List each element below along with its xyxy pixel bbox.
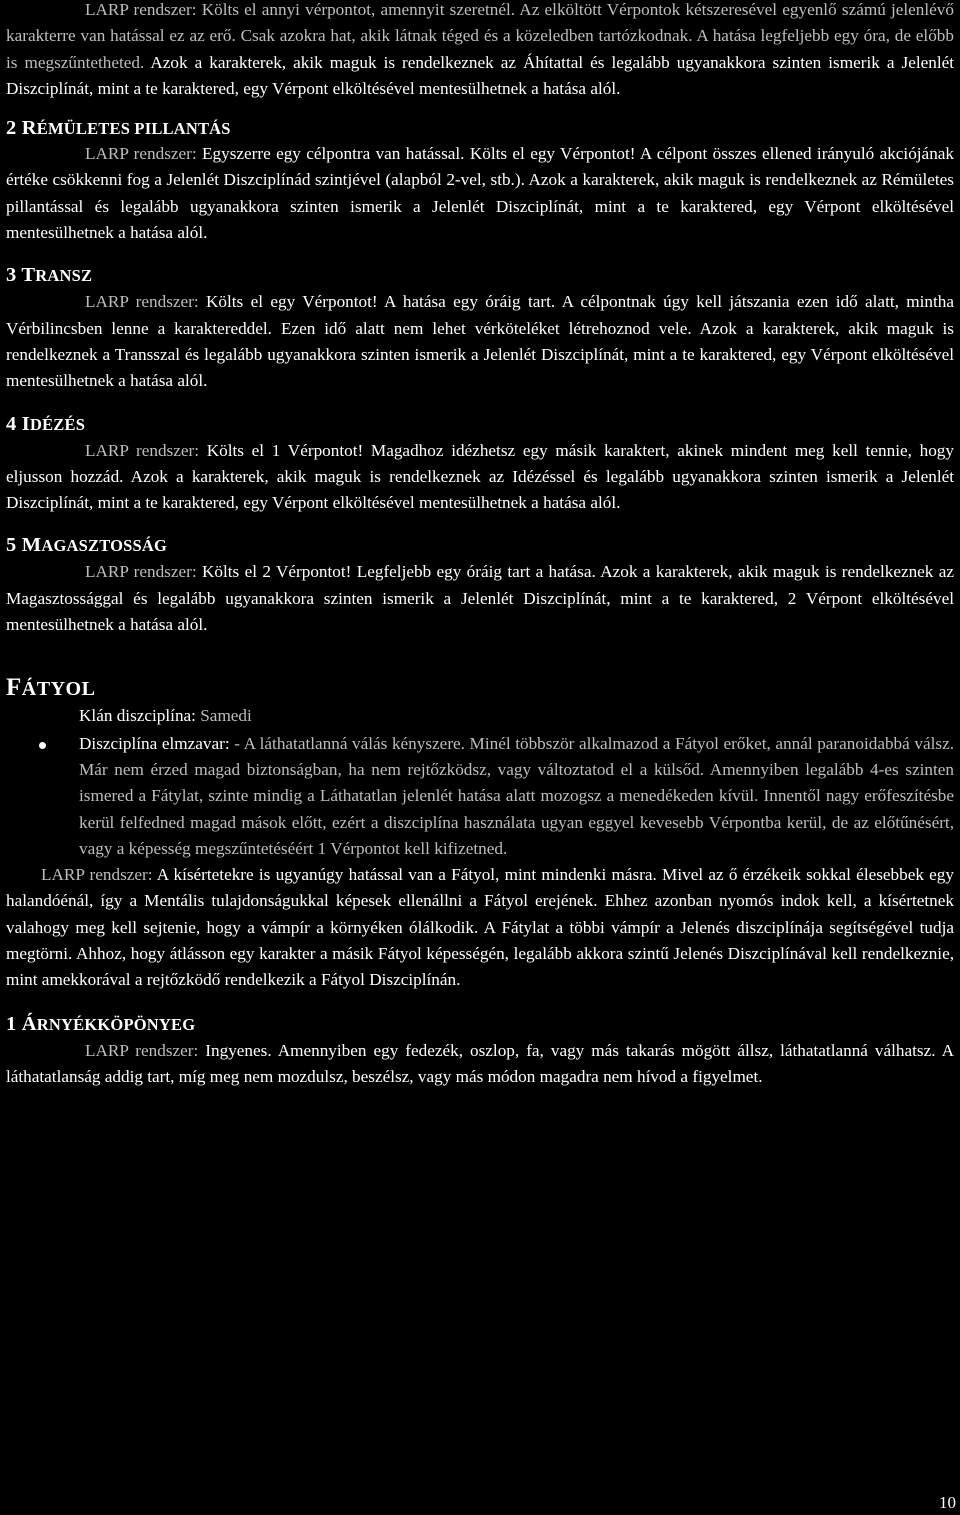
document-page [6, 0, 954, 1090]
intro-grey-text: LARP rendszer: Költs el annyi vérpontot, amennyit szeretnél. Az elköltött Vérpontok kétszeresével egyenlő számú jelenlévő karakterre van hatással ez az erő. Csak azokra hat, akik látnak téged és a közeledben tartózkodnak. A hatása legfeljebb egy óra, de előbb is megszűntetheted. [6, 0, 954, 72]
section-text-a: Költs el 2 Vérpontot! Legfeljebb egy óráig tart a hatása. [196, 562, 596, 582]
section-initial: T [21, 264, 36, 287]
intro-white-text: Azok a karakterek, akik maguk is rendelkeznek az Áhítattal és legalább ugyanakkora szinten ismerik a Jelenlét Diszciplínát, mint a te karaktered, egy Vérpont elköltésével mentesülhetnek a hatása alól. [6, 52, 954, 98]
section-heading-arnyekkoponyeg [6, 1010, 954, 1039]
discipline-initial: F [6, 674, 22, 702]
section-text-b: Azok a karakterek, akik maguk is rendelkeznek az Idézéssel és legalább ugyanakkora szinten ismerik a Jelenlét Diszciplínát, mint a te karaktered, egy Vérpont elköltésével mentesülhetnek a hatása alól. [6, 466, 954, 513]
section-initial: R [21, 117, 37, 140]
section-heading-remuletes [6, 114, 954, 143]
section-number: 2 [6, 117, 22, 140]
section-title-rest: AGASZTOSSÁG [41, 536, 168, 556]
derangement-text [79, 731, 954, 862]
section-initial: I [21, 412, 30, 435]
section-initial: M [21, 534, 42, 557]
derangement-label: Diszciplína elmzavar: [79, 733, 230, 753]
section-text: Ingyenes. Amennyiben egy fedezék, oszlop, fa, vagy más takarás mögött állsz, láthatatlanná válhatsz. A láthatatlanság addig tart, míg meg nem mozdulsz, beszélsz, vagy más módon magadra nem hívod a figyelmet. [6, 1040, 955, 1086]
section-title-rest: RANSZ [35, 266, 93, 286]
section-body-transz [6, 289, 954, 394]
larp-label: LARP rendszer: [85, 292, 199, 312]
section-body-magasztossag [6, 559, 954, 638]
larp-label: LARP rendszer: [85, 440, 199, 460]
section-number: 4 [6, 412, 22, 435]
discipline-title-rest: ÁTYOL [21, 678, 96, 701]
intro-paragraph [6, 0, 954, 102]
section-text-b: Azok a karakterek, akik maguk is rendelkeznek az Rémületes pillantással és legalább ugyanakkora szinten ismerik a Jelenlét Diszciplínát, mint a te karaktered, egy Vérpont elköltésével mentesülhetnek a hatása alól. [6, 170, 954, 243]
clan-discipline-line [79, 703, 954, 729]
larp-label: LARP rendszer: [85, 562, 197, 582]
discipline-derangement-item [6, 731, 954, 862]
section-number: 5 [6, 534, 22, 557]
section-text-a: Költs el 1 Vérpontot! Magadhoz idézhetsz egy másik karaktert, akinek mindent meg kell tennie, hogy eljusson hozzád. [6, 440, 954, 486]
larp-label: LARP rendszer: [85, 1040, 199, 1060]
section-body-arnyekkoponyeg [6, 1038, 954, 1091]
section-number: 1 [6, 1012, 22, 1035]
section-heading-transz [6, 261, 954, 290]
bullet-icon [39, 742, 46, 749]
section-heading-magasztossag [6, 531, 954, 560]
larp-label: LARP rendszer: [41, 865, 153, 885]
section-title-rest: ÉMÜLETES PILLANTÁS [36, 119, 231, 139]
clan-discipline-label: Klán diszciplína: [79, 706, 196, 726]
section-title-rest: RNYÉKKÖPÖNYEG [36, 1014, 196, 1034]
section-number: 3 [6, 264, 22, 287]
section-heading-idezes [6, 410, 954, 439]
fatyol-larp-paragraph [6, 862, 954, 993]
section-initial: Á [21, 1012, 37, 1035]
section-body-idezes [6, 438, 954, 517]
larp-label: LARP rendszer: [85, 144, 197, 164]
page-number: 10 [939, 1493, 956, 1512]
section-text-b: Azok a karakterek, akik maguk is rendelkeznek az Magasztossággal és legalább ugyanakkora szinten ismerik a Jelenlét Diszciplínát, mint a te karaktered, 2 Vérpont elköltésével mentesülhetnek a hatása alól. [6, 562, 954, 635]
section-body-remuletes [6, 141, 954, 246]
section-text-a: Költs el egy Vérpontot! A hatása egy óráig tart. A célpontnak úgy kell játszania ezen idő alatt, mintha Vérbilincsben lenne a karaktereddel. Ezen idő alatt nem lehet vérköteléket létrehoznod vele. [6, 292, 955, 338]
section-text-a: Egyszerre egy célpontra van hatással. Költs el egy Vérpontot! A célpont összes ellened irányuló akciójának értéke csökkenni fog a Jelenlét Diszciplínád szintjével (alapból 2-vel, stb.). [6, 144, 955, 190]
section-text-b: Azok a karakterek, akik maguk is rendelkeznek a Transszal és legalább ugyanakkora szinten ismerik a Jelenlét Diszciplínát, mint a te karaktered, egy Vérpont elköltésével mentesülhetnek a hatása alól. [6, 318, 955, 391]
fatyol-larp-text: A kísértetekre is ugyanúgy hatással van a Fátyol, mint mindenki másra. Mivel az ő érzékeik sokkal élesebbek egy halandóénál, így a Mentális tulajdonságukkal képesek ellenállni a Fátyol erejének. Ehhez azonban nyomós indok kell, a kísértetnek valahogy meg kell sejtenie, hogy a vámpír a környéken ólálkodik. A Fátylat a többi vámpír a Jelenés diszciplínája segítségével tudja megtörni. Ahhoz, hogy átlásson egy karakter a másik Fátyol képességén, legalább akkora szintű Jelenés Diszciplínával kell rendelkeznie, mint amekkorával a rejtőzködő rendelkezik a Fátyol Diszciplínán. [6, 865, 954, 990]
derangement-description: - A láthatatlanná válás kényszere. Minél többször alkalmazod a Fátyol erőket, annál paranoidabbá válsz. Már nem érzed magad biztonságban, ha nem rejtőzködsz, vagy változtatod el a külsőd. Amennyiben legalább 4-es szinten ismered a Fátylat, szinte mindig a Láthatatlan jelenlét hatása alatt mozogsz a menedékeden kívül. Innentől nagy erőfeszítésbe kerül felfedned magad mások előtt, ezért a diszciplína használata ugyan eggyel kevesebb Vérpontba kerül, de az előtűnésért, vagy a képesség megszűntetéséért 1 Vérpontot kell kifizetned. [79, 733, 954, 858]
section-title-rest: DÉZÉS [29, 414, 86, 434]
discipline-heading-fatyol [6, 672, 954, 705]
clan-discipline-value: Samedi [195, 706, 252, 726]
